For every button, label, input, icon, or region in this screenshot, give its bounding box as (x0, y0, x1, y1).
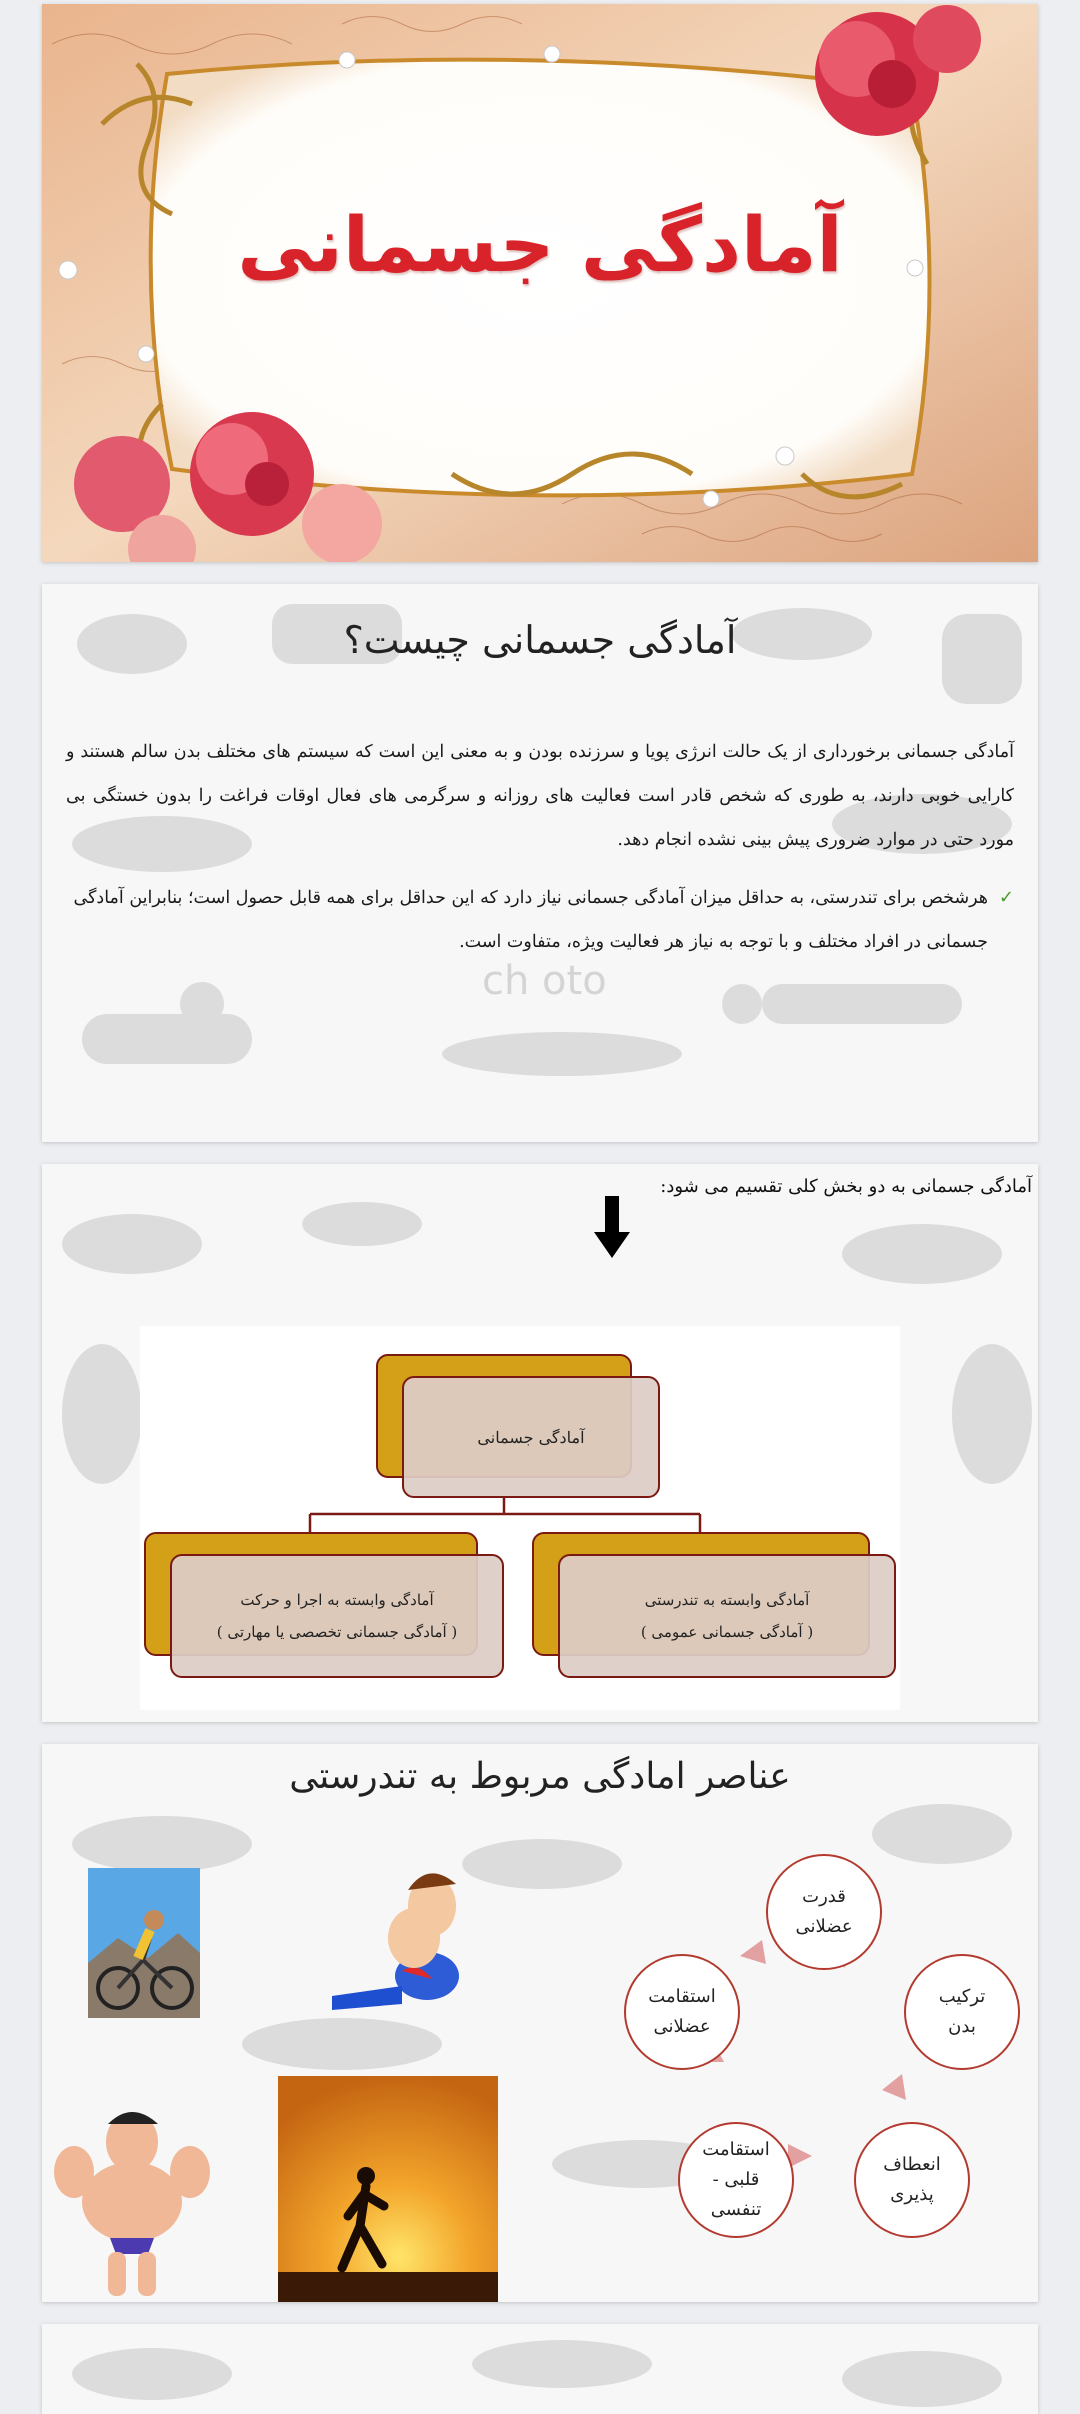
hierarchy-diagram (140, 1326, 900, 1710)
cycle-label-line: ترکیب (938, 1986, 986, 2007)
cycle-label-line: تنفسی (710, 2199, 762, 2220)
division-intro: آمادگی جسمانی به دو بخش کلی تقسیم می شود: (660, 1176, 1032, 1197)
arrow-down-icon (592, 1196, 632, 1260)
cycle-label-line: انعطاف (883, 2154, 941, 2175)
cycle-label-line: قلبی - (712, 2169, 760, 2190)
diagram-right-line1: آمادگی وابسته به تندرستی (644, 1591, 810, 1609)
definition-slide (42, 584, 1038, 1142)
section-heading: عناصر امادگی مربوط به تندرستی (289, 1756, 791, 1797)
cycle-label-line: استقامت (648, 1986, 716, 2007)
title-slide (42, 4, 1038, 562)
diagram-right-line2: ( آمادگی جسمانی عمومی ) (640, 1623, 814, 1641)
fitness-silhouette-watermark (42, 584, 1038, 1142)
diagram-left-line1: آمادگی وابسته به اجرا و حرکت (240, 1591, 434, 1609)
situp-cartoon (322, 1866, 478, 2016)
check-mark-icon: ✓ (998, 887, 1014, 908)
elements-slide (42, 1744, 1038, 2302)
sunset-runner-photo (278, 2076, 498, 2302)
watermark-text: ch oto (482, 958, 607, 1004)
bullet-item (66, 876, 1014, 964)
cycle-label-line: استقامت (702, 2139, 770, 2160)
cycle-label-line: پذیری (890, 2184, 934, 2205)
cycle-label-line: عضلانی (795, 1916, 853, 1937)
bullet-text: هرشخص برای تندرستی، به حداقل میزان آمادگی جسمانی نیاز دارد که این حداقل برای همه قابل حصول است؛ بنابراین آمادگی جسمانی در افراد مختلف و با توجه به نیاز هر فعالیت ویژه، متفاوت است. (73, 888, 988, 952)
section-heading: آمادگی جسمانی چیست؟ (343, 618, 737, 662)
diagram-left-line2: ( آمادگی جسمانی تخصصی یا مهارتی ) (216, 1623, 458, 1641)
cycle-label-line: قدرت (802, 1886, 846, 1907)
next-slide-partial (42, 2324, 1038, 2414)
slide-title: آمادگی جسمانی (237, 200, 843, 289)
cycle-item-muscular-strength (766, 1854, 882, 1970)
definition-paragraph: آمادگی جسمانی برخورداری از یک حالت انرژی پویا و سرزنده بودن و به معنی این است که سیستم های مختلف بدن سالم هستند و کارایی خوبی دارند، به طوری که شخص قادر است فعالیت های روزانه و سرگرمی های فعال اوقات فراغت را بدون خستگی بی مورد حتی در موارد ضروری پیش بینی نشده انجام دهد. (66, 742, 1014, 850)
cycle-item-body-composition (904, 1954, 1020, 2070)
division-slide (42, 1164, 1038, 1722)
cyclist-photo (88, 1868, 200, 2018)
cycle-label-line: بدن (948, 2016, 976, 2037)
fitness-silhouette-watermark (42, 2324, 1038, 2414)
muscleman-cartoon (52, 2102, 212, 2302)
cycle-item-muscular-endurance (624, 1954, 740, 2070)
cycle-item-cardio-endurance (678, 2122, 794, 2238)
cycle-label-line: عضلانی (653, 2016, 711, 2037)
cycle-item-flexibility (854, 2122, 970, 2238)
diagram-root-label: آمادگی جسمانی (477, 1427, 585, 1447)
